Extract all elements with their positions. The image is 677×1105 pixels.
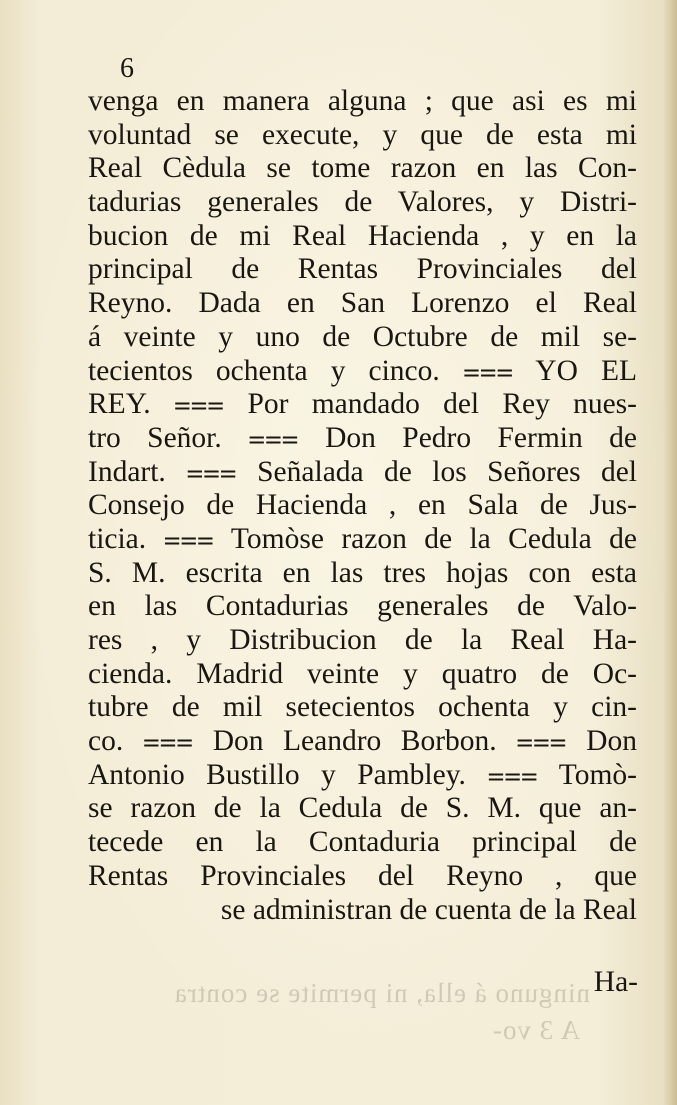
text-line: tadurias generales de Valores, y Distri- xyxy=(88,186,637,219)
text-line: Consejo de Hacienda , en Sala de Jus- xyxy=(88,489,637,522)
text-line: á veinte y uno de Octubre de mil se- xyxy=(88,320,637,353)
text-line: tecede en la Contaduria principal de xyxy=(88,826,637,859)
text-line: en las Contadurias generales de Valo- xyxy=(88,590,637,623)
show-through-text: ninguno á ella, ni permite se contra xyxy=(173,978,590,1008)
page-edge xyxy=(663,0,677,1105)
text-line: tubre de mil setecientos ochenta y cin- xyxy=(88,691,637,724)
catchword: Ha- xyxy=(593,966,638,998)
text-line: bucion de mi Real Hacienda , y en la xyxy=(88,219,637,252)
text-line: REY. ⩶ Por mandado del Rey nues- xyxy=(88,388,637,421)
text-line: Reyno. Dada en San Lorenzo el Real xyxy=(88,287,637,320)
text-line: Rentas Provinciales del Reyno , que xyxy=(88,859,637,892)
body-text xyxy=(88,85,637,927)
text-line: tro Señor. ⩶ Don Pedro Fermin de xyxy=(88,421,637,454)
text-line: voluntad se execute, y que de esta mi xyxy=(88,118,637,151)
text-line: venga en manera alguna ; que asi es mi xyxy=(88,85,637,117)
text-line: Antonio Bustillo y Pambley. ⩶ Tomò- xyxy=(88,758,637,791)
text-line: ticia. ⩶ Tomòse razon de la Cedula de xyxy=(88,522,637,555)
text-line: principal de Rentas Provinciales del xyxy=(88,253,637,286)
text-line: se administran de cuenta de la Real xyxy=(220,893,637,926)
text-line: S. M. escrita en las tres hojas con esta xyxy=(88,556,637,589)
page-number: 6 xyxy=(120,53,134,84)
text-line: Indart. ⩶ Señalada de los Señores del xyxy=(88,455,637,488)
text-line: cienda. Madrid veinte y quatro de Oc- xyxy=(88,657,637,690)
text-line: se razon de la Cedula de S. M. que an- xyxy=(88,792,637,825)
text-line: tecientos ochenta y cinco. ⩶ YO EL xyxy=(88,354,637,387)
show-through-text: A 3 vo- xyxy=(492,1015,580,1045)
text-line: Real Cèdula se tome razon en las Con- xyxy=(88,152,637,185)
text-line: co. ⩶ Don Leandro Borbon. ⩶ Don xyxy=(88,725,637,758)
text-line: res , y Distribucion de la Real Ha- xyxy=(88,624,637,656)
